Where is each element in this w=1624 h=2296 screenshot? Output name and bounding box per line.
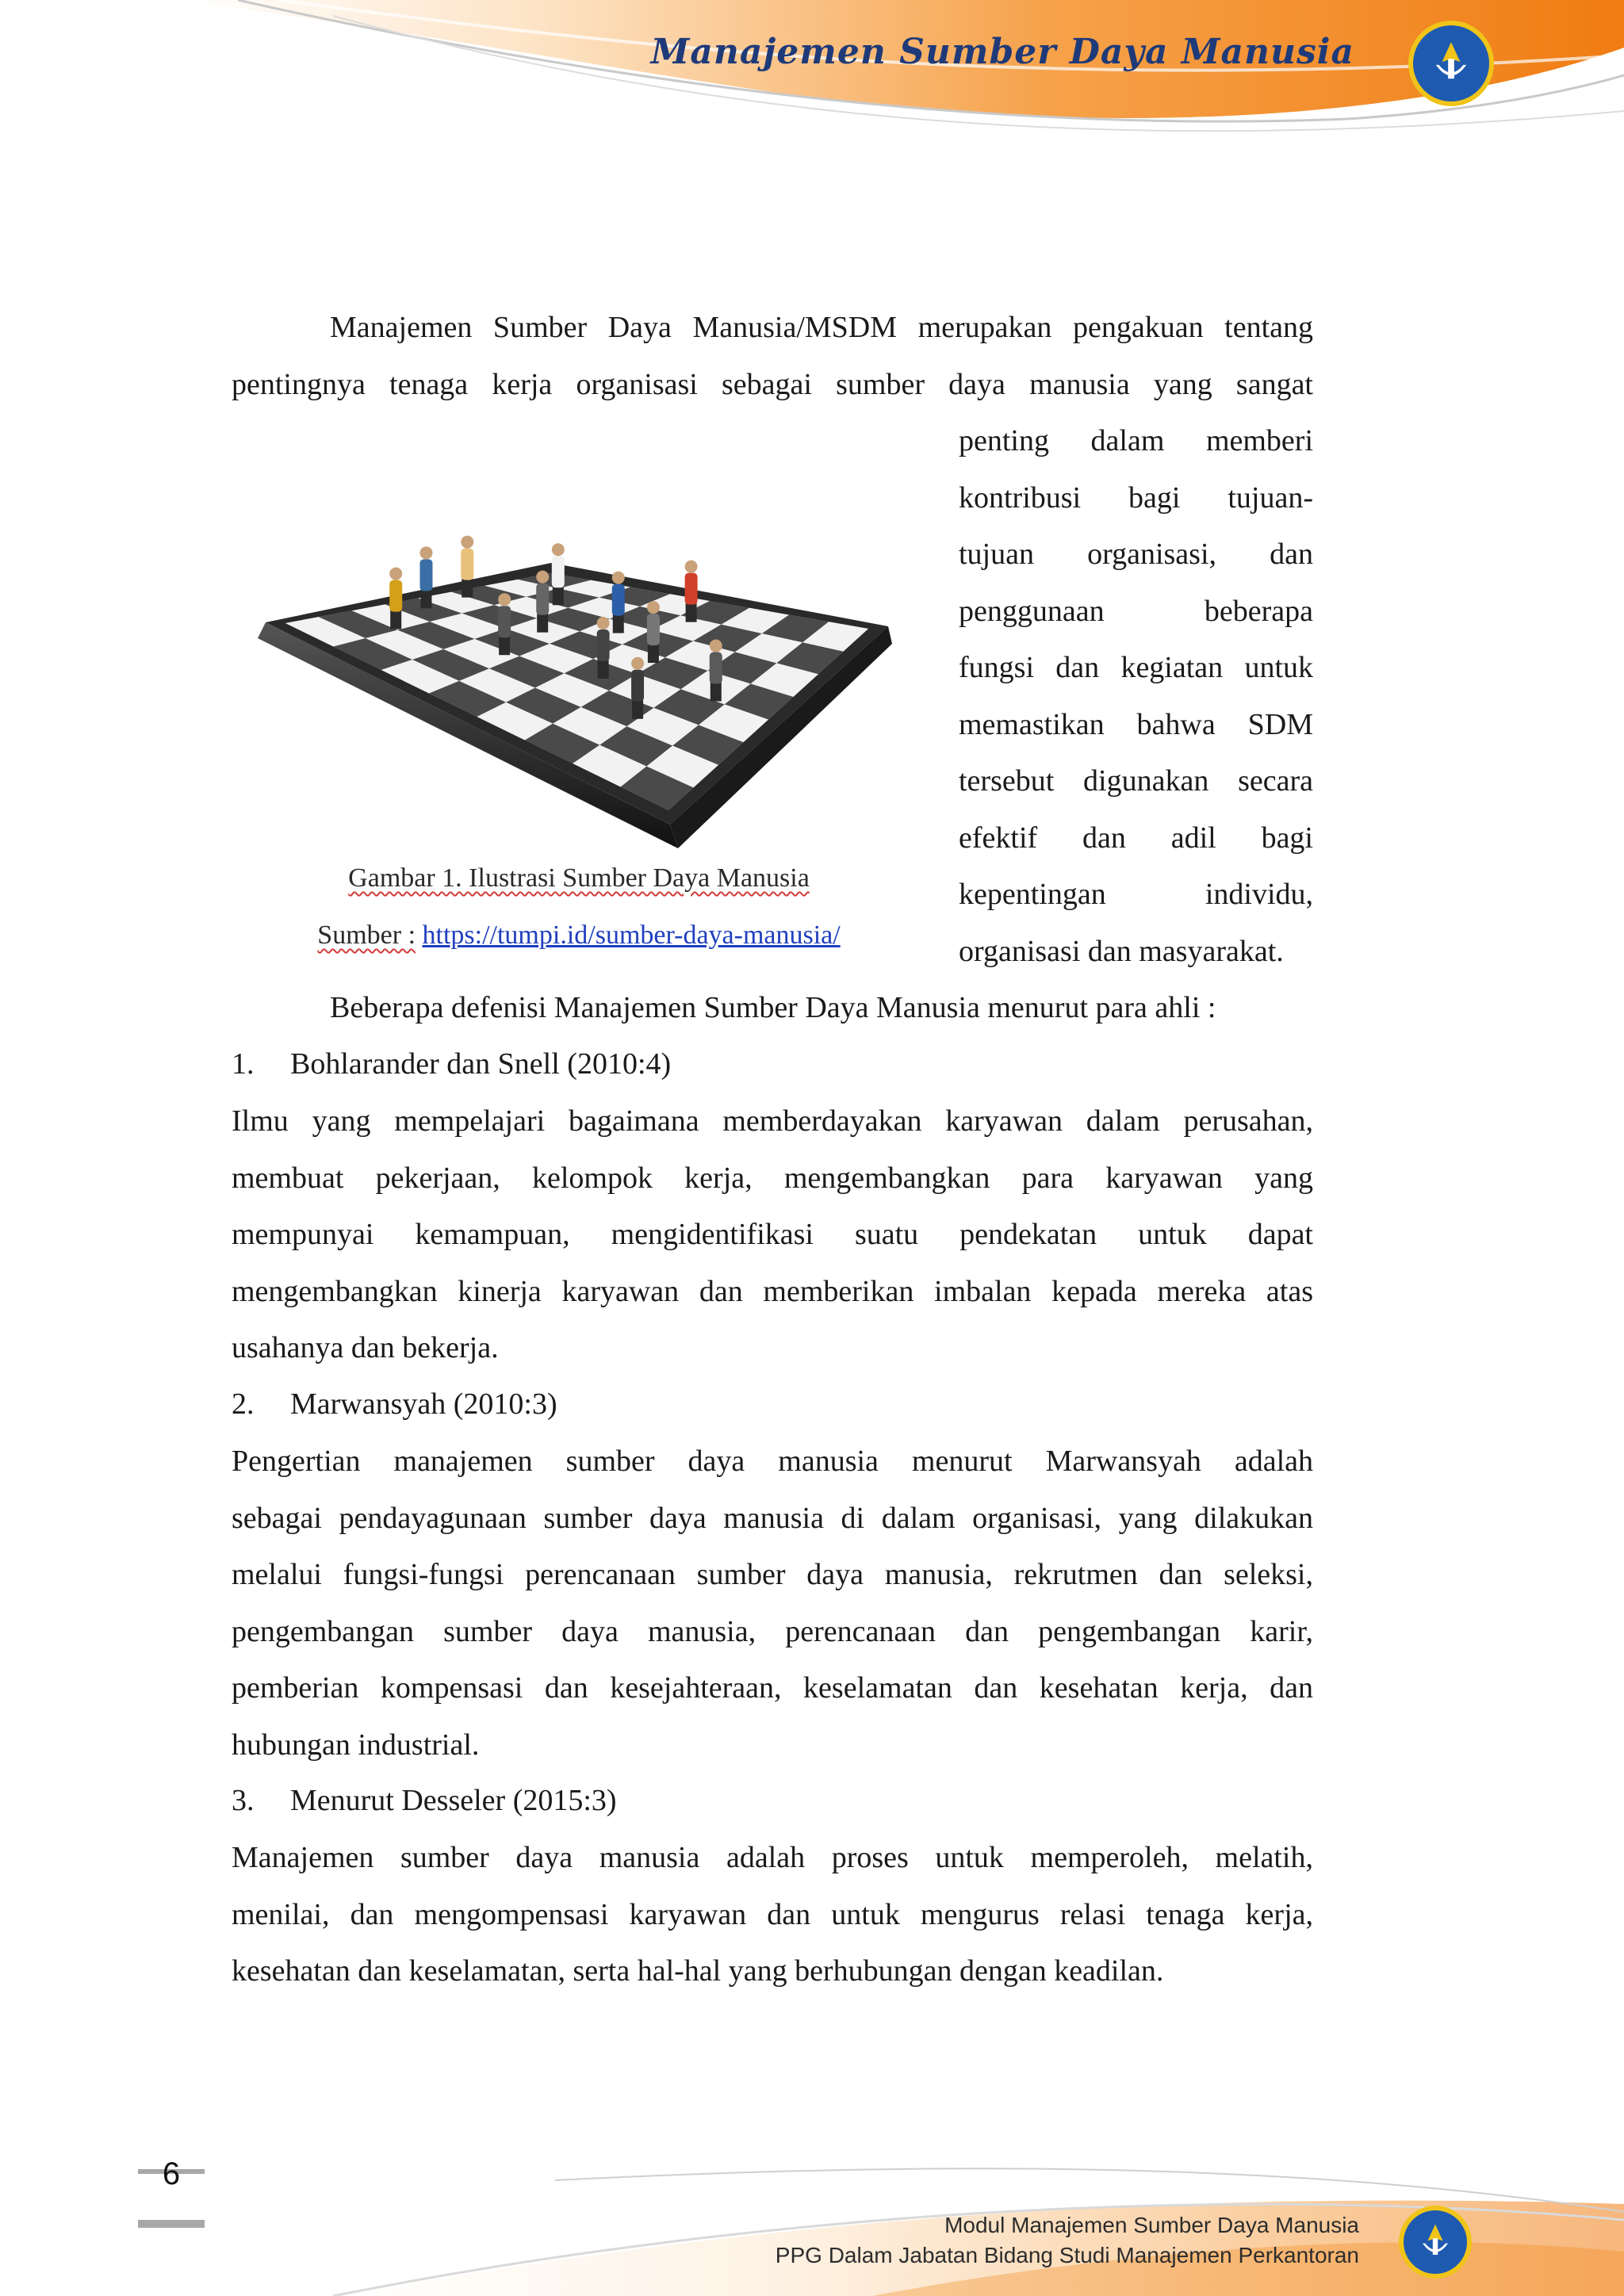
person-figure [612, 572, 625, 633]
wrap-line: penting dalam memberi [959, 424, 1313, 457]
tut-wuri-handayani-emblem-icon [1399, 2206, 1472, 2279]
person-figure [597, 617, 610, 679]
figure-caption-title: Gambar 1. Ilustrasi Sumber Daya Manusia [348, 863, 810, 893]
chessboard-figures-illustration [250, 468, 900, 880]
definition-3-title-text: Menurut Desseler (2015:3) [290, 1784, 617, 1817]
person-figure [647, 601, 660, 663]
wrap-line: fungsi dan kegiatan untuk [959, 651, 1313, 684]
definition-2-line: pemberian kompensasi dan kesejahteraan, keselamatan dan kesehatan kerja, dan [232, 1671, 1313, 1705]
person-figure [498, 593, 511, 655]
person-figure [710, 640, 722, 702]
person-figure [419, 546, 432, 608]
wrap-line: penggunaan beberapa [959, 594, 1313, 628]
intro-paragraph [232, 300, 1313, 413]
definition-2-line: Pengertian manajemen sumber daya manusia menurut Marwansyah adalah [232, 1445, 1313, 1478]
wrap-line: kepentingan individu, [959, 878, 1313, 911]
wrap-line: organisasi dan masyarakat. [959, 934, 1284, 968]
figure-source-link[interactable]: https://tumpi.id/sumber-daya-manusia/ [422, 920, 841, 950]
page-number-bar-bottom [138, 2220, 205, 2228]
person-figure [389, 568, 402, 629]
definitions-intro: Beberapa defenisi Manajemen Sumber Daya Manusia menurut para ahli : [330, 991, 1216, 1024]
definition-2-line: pengembangan sumber daya manusia, perencanaan dan pengembangan karir, [232, 1614, 1313, 1648]
definition-3-title [232, 1773, 617, 1830]
footer-text [776, 2210, 1359, 2271]
header-wave-band [0, 0, 1624, 206]
wrap-line: tersebut digunakan secara [959, 764, 1313, 798]
page-number: 6 [162, 2156, 181, 2191]
intro-wrapped-text [959, 413, 1313, 980]
wrap-line: memastikan bahwa SDM [959, 707, 1313, 741]
wrap-line: efektif dan adil bagi [959, 821, 1313, 855]
definition-1-line: mengembangkan kinerja karyawan dan memberikan imbalan kepada mereka atas [232, 1274, 1313, 1308]
definition-3-line: menilai, dan mengompensasi karyawan dan untuk mengurus relasi tenaga kerja, [232, 1897, 1313, 1931]
definition-3-line: Manajemen sumber daya manusia adalah proses untuk memperoleh, melatih, [232, 1841, 1313, 1874]
definition-2-number: 2. [232, 1387, 255, 1421]
wrap-line: tujuan organisasi, dan [959, 538, 1313, 571]
intro-line-2: pentingnya tenaga kerja organisasi sebagai sumber daya manusia yang sangat [232, 367, 1313, 401]
definition-1-body [232, 1093, 1313, 1377]
footer-program-title: PPG Dalam Jabatan Bidang Studi Manajemen Perkantoran [775, 2243, 1359, 2267]
tut-wuri-handayani-emblem-icon [1408, 21, 1494, 106]
header-title: Manajemen Sumber Daya Manusia [650, 32, 1354, 72]
definition-1-line: usahanya dan bekerja. [232, 1331, 499, 1364]
figure-source-label: Sumber : [317, 920, 416, 950]
footer-module-title: Modul Manajemen Sumber Daya Manusia [944, 2213, 1359, 2237]
definition-1-line: mempunyai kemampuan, mengidentifikasi suatu pendekatan untuk dapat [232, 1218, 1313, 1251]
definition-2-title [232, 1376, 557, 1433]
definition-2-line: sebagai pendayagunaan sumber daya manusia di dalam organisasi, yang dilakukan [232, 1501, 1313, 1535]
figure-caption [262, 850, 896, 964]
definition-2-body [232, 1433, 1313, 1774]
intro-line-1: Manajemen Sumber Daya Manusia/MSDM merupakan pengakuan tentang [330, 311, 1313, 344]
definition-1-line: membuat pekerjaan, kelompok kerja, mengembangkan para karyawan yang [232, 1161, 1313, 1195]
definition-1-title-text: Bohlarander dan Snell (2010:4) [290, 1047, 672, 1081]
definition-2-title-text: Marwansyah (2010:3) [290, 1387, 557, 1421]
definition-2-line: melalui fungsi-fungsi perencanaan sumber daya manusia, rekrutmen dan seleksi, [232, 1558, 1313, 1591]
definition-2-line: hubungan industrial. [232, 1728, 480, 1762]
person-figure [461, 536, 473, 598]
definition-3-number: 3. [232, 1784, 255, 1817]
person-figure [552, 543, 565, 605]
figure-source [262, 907, 896, 964]
person-figure [536, 571, 549, 633]
definition-3-line: kesehatan dan keselamatan, serta hal-hal yang berhubungan dengan keadilan. [232, 1954, 1164, 1988]
person-figure [685, 561, 698, 622]
person-figure [631, 657, 644, 719]
definition-1-line: Ilmu yang mempelajari bagaimana memberdayakan karyawan dalam perusahan, [232, 1104, 1313, 1138]
definition-1-title [232, 1036, 671, 1093]
definition-3-body [232, 1830, 1313, 2000]
wrap-line: kontribusi bagi tujuan- [959, 480, 1313, 515]
definition-1-number: 1. [232, 1047, 255, 1081]
